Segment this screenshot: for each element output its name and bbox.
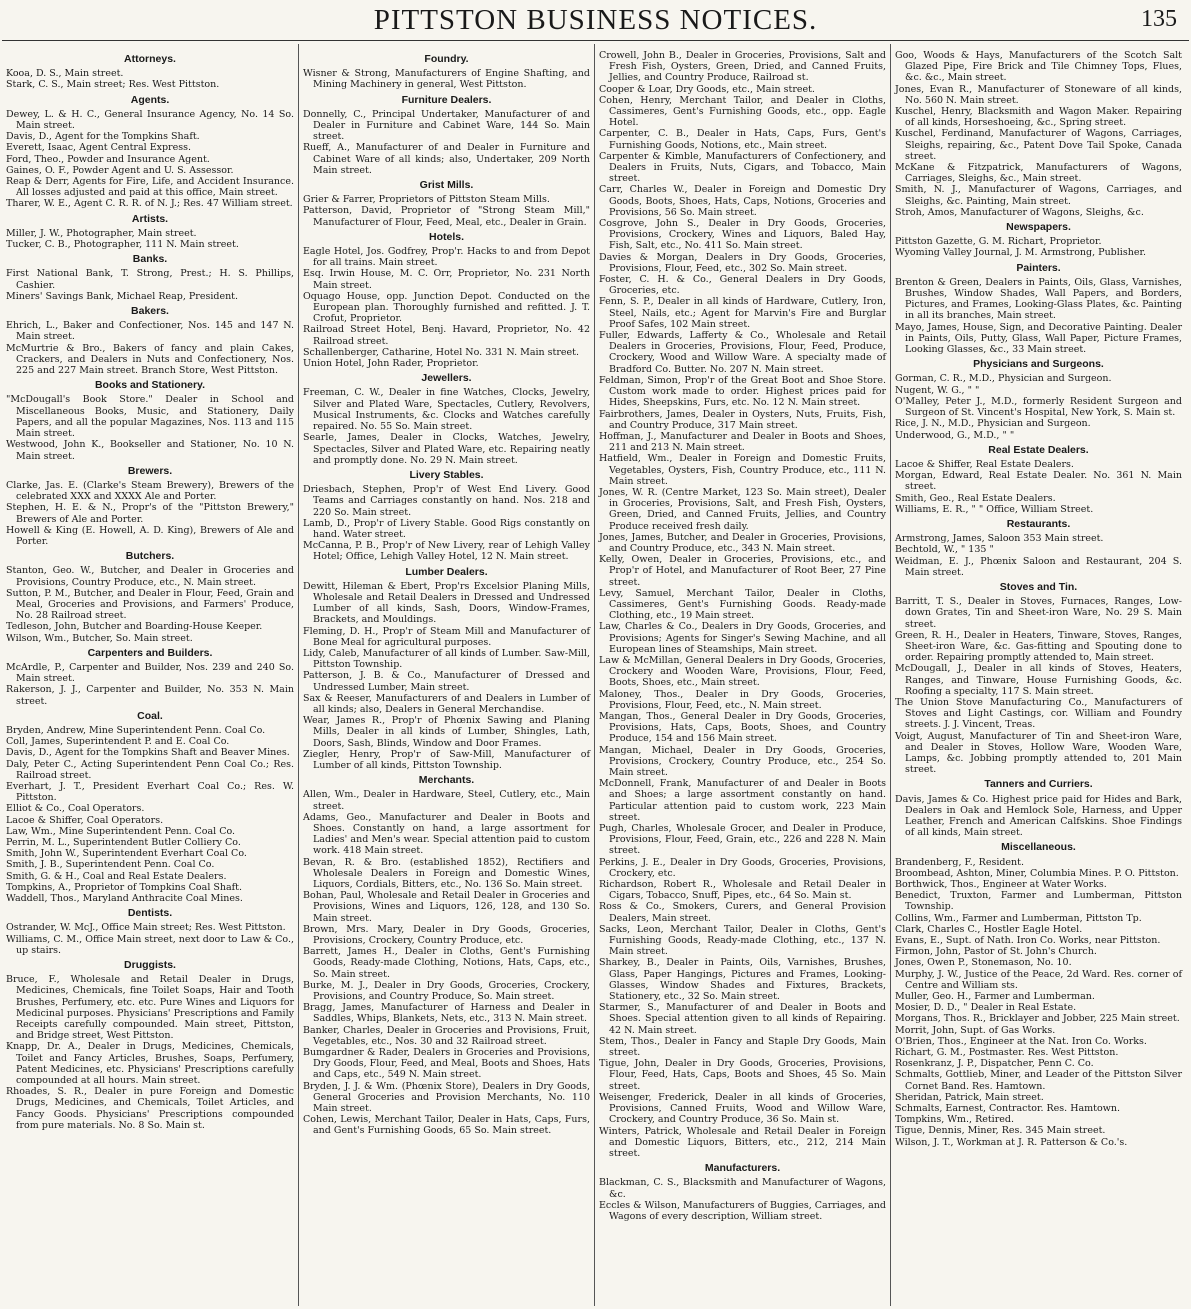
directory-entry: Bryden, Andrew, Mine Superintendent Penn. Coal Co. [6,724,266,736]
directory-entry: Miners' Savings Bank, Michael Reap, President. [6,290,239,302]
directory-entry: Carpenter & Kimble, Manufacturers of Confectionery, and Dealers in Fruits, Nuts, Cigars, and Tobacco, Main street. [599,150,886,185]
directory-entry: Bragg, James, Manufacturer of Harness and Dealer in Saddles, Whips, Blankets, Nets, etc., 313 N. Main street. [303,1002,590,1025]
directory-entry: Ehrich, L., Baker and Confectioner, Nos. 145 and 147 N. Main street. [6,320,294,343]
directory-entry: Brown, Mrs. Mary, Dealer in Dry Goods, Groceries, Provisions, Crockery, Country Produce, etc. [303,923,590,947]
directory-entry: Crowell, John B., Dealer in Groceries, Provisions, Salt and Fresh Fish, Oysters, Green, Dried, and Canned Fruits, Jellies, and Country Produce, Railroad st. [599,50,886,84]
directory-entry: Bumgardner & Rader, Dealers in Groceries and Provisions, Dry Goods, Flour, Feed, and Meal, Boots and Shoes, Hats and Caps, etc., 549 N. Main street. [303,1047,590,1081]
directory-entry: Lidy, Caleb, Manufacturer of all kinds of Lumber. Saw-Mill, Pittston Township. [303,647,590,671]
directory-entry: Perkins, J. E., Dealer in Dry Goods, Groceries, Provisions, Crockery, etc. [599,856,886,879]
directory-entry: Sheridan, Patrick, Main street. [895,1091,1044,1103]
directory-entry: Wilson, Wm., Butcher, So. Main street. [6,632,193,644]
directory-entry: Murphy, J. W., Justice of the Peace, 2d Ward. Res. corner of Centre and William sts. [895,968,1182,991]
section-heading: Restaurants. [1006,517,1071,530]
directory-entry: Dewey, L. & H. C., General Insurance Agency, No. 14 So. Main street. [6,108,294,132]
section-heading: Furniture Dealers. [401,93,492,106]
directory-entry: Dewitt, Hileman & Ebert, Prop'rs Excelsior Planing Mills, Wholesale and Retail Dealers in Dressed and Undressed Lumber of all kinds, Sash, Doors, Window-Frames, Brackets, and Mouldings. [303,580,590,626]
directory-entry: O'Brien, Thos., Engineer at the Nat. Iron Co. Works. [895,1035,1147,1047]
section-heading: Butchers. [125,550,175,563]
directory-entry: Coll, James, Superintendent P. and E. Coal Co. [6,736,230,748]
section-heading: Coal. [137,709,163,722]
section-heading: Books and Stationery. [94,379,206,392]
directory-entry: Hatfield, Wm., Dealer in Foreign and Domestic Fruits, Vegetables, Oysters, Fish, Country Produce, etc., 111 N. Main street. [599,453,886,487]
directory-entry: Sharkey, B., Dealer in Paints, Oils, Varnishes, Brushes, Glass, Paper Hangings, Pictures and Frames, Looking-Glasses, Window Shades and Fixtures, Brackets, Stationery, etc., 32 So. Main street. [599,957,886,1003]
directory-entry: Mosier, D. D., " Dealer in Real Estate. [895,1002,1077,1014]
directory-entry: Ziegler, Henry, Prop'r of Saw-Mill, Manufacturer of Lumber of all kinds, Pittston Township. [303,748,590,771]
directory-entry: Lacoe & Shiffer, Coal Operators. [6,814,164,826]
directory-entry: Schmalts, Earnest, Contractor. Res. Hamtown. [895,1103,1120,1115]
directory-entry: Underwood, G., M.D., " " [895,429,1015,441]
directory-entry: Law, Wm., Mine Superintendent Penn. Coal Co. [6,825,236,837]
directory-entry: Davis, D., Agent for the Tompkins Shaft. [6,131,200,143]
section-heading: Newspapers. [1006,221,1071,234]
directory-entry: Carr, Charles W., Dealer in Foreign and Domestic Dry Goods, Boots, Shoes, Hats, Caps, Notions, Groceries and Provisions, 56 So. Main street. [599,184,886,218]
section-heading: Physicians and Surgeons. [973,358,1104,371]
directory-entry: Feldman, Simon, Prop'r of the Great Boot and Shoe Store. Custom work made to order. Highest prices paid for Hides, Sheepskins, Furs, etc. No. 12 N. Main street. [599,374,886,409]
directory-entry: Davies & Morgan, Dealers in Dry Goods, Groceries, Provisions, Flour, Feed, etc., 302 So. Main street. [599,251,886,274]
directory-entry: McKane & Fitzpatrick, Manufacturers of Wagons, Carriages, Sleighs, &c., Main street. [895,162,1182,185]
column-4 [890,44,1186,1306]
directory-entry: Tharer, W. E., Agent C. R. R. of N. J.; Res. 47 William street. [6,198,293,210]
directory-entry: Driesbach, Stephen, Prop'r of West End Livery. Good Teams and Carriages constantly on hand. Nos. 218 and 220 So. Main street. [303,484,590,518]
directory-entry: Bruce, F., Wholesale and Retail Dealer in Drugs, Medicines, Chemicals, fine Toilet Soaps, Hair and Tooth Brushes, Perfumery, etc. etc. Pure Wines and Liquors for Medicinal purposes. Physicians' Prescriptions and Family Receipts carefully compounded. Main street, Pittston, and Bridge street, West Pittston. [6,974,294,1042]
directory-entry: Oquago House, opp. Junction Depot. Conducted on the European plan. Thoroughly furnished and refitted. J. T. Crofut, Proprietor. [303,290,590,325]
directory-entry: Carpenter, C. B., Dealer in Hats, Caps, Furs, Gent's Furnishing Goods, Notions, etc., Main street. [599,128,886,151]
directory-entry: Williams, C. M., Office Main street, next door to Law & Co., up stairs. [6,933,294,956]
directory-entry: Kuschel, Henry, Blacksmith and Wagon Maker. Repairing of all kinds, Horseshoeing, &c., Spring street. [895,106,1182,129]
directory-entry: Mangan, Michael, Dealer in Dry Goods, Groceries, Provisions, Crockery, Country Produce, etc., 254 So. Main street. [599,744,886,778]
directory-entry: Lamb, D., Prop'r of Livery Stable. Good Rigs constantly on hand. Water street. [303,517,590,540]
directory-entry: Fuller, Edwards, Lafferty & Co., Wholesale and Retail Dealers in Groceries, Provisions, Flour, Feed, Produce, Crockery, Wood and Willow Ware. A specialty made of Bradford Co. Butter. No. 207 N. Main street. [599,330,886,375]
directory-entry: Stem, Thos., Dealer in Fancy and Staple Dry Goods, Main street. [599,1035,886,1059]
directory-entry: Burke, M. J., Dealer in Dry Goods, Groceries, Crockery, Provisions, and Country Produce, So. Main street. [303,979,590,1003]
directory-entry: Wilson, J. T., Workman at J. R. Patterson & Co.'s. [895,1136,1128,1148]
directory-entry: Lacoe & Shiffer, Real Estate Dealers. [895,458,1074,470]
directory-entry: Mangan, Thos., General Dealer in Dry Goods, Groceries, Provisions, Hats, Caps, Boots, Shoes, and Country Produce, 154 and 156 Main street. [599,710,886,745]
directory-entry: Mayo, James, House, Sign, and Decorative Painting. Dealer in Paints, Oils, Putty, Glass, Wall Paper, Picture Frames, Looking Glasses, &c., 33 Main street. [895,321,1182,356]
directory-entry: Broombead, Ashton, Miner, Columbia Mines. P. O. Pittston. [895,867,1179,879]
section-heading: Carpenters and Builders. [87,646,213,659]
directory-entry: Tompkins, Wm., Retired. [895,1114,1014,1126]
directory-entry: Kuschel, Ferdinand, Manufacturer of Wagons, Carriages, Sleighs, repairing, &c., Patent Dove Tail Spoke, Canada street. [895,128,1182,162]
directory-entry: Foster, C. H. & Co., General Dealers in Dry Goods, Groceries, etc. [599,274,886,297]
directory-entry: Richart, G. M., Postmaster. Res. West Pittston. [895,1047,1119,1059]
directory-entry: Daly, Peter C., Acting Superintendent Penn Coal Co.; Res. Railroad street. [6,758,294,781]
directory-entry: Brandenberg, F., Resident. [895,856,1025,868]
directory-entry: Morrit, John, Supt. of Gas Works. [895,1024,1056,1036]
section-heading: Painters. [1016,261,1061,274]
directory-entry: Rosenkranz, J. P., Dispatcher, Penn C. Co. [895,1058,1094,1070]
directory-entry: Jones, James, Butcher, and Dealer in Groceries, Provisions, and Country Produce, etc., 343 N. Main street. [599,531,886,554]
directory-entry: Clark, Charles C., Hostler Eagle Hotel. [895,923,1083,935]
section-heading: Banks. [132,253,168,266]
directory-entry: Patterson, David, Proprietor of "Strong Steam Mill," Manufacturer of Flour, Feed, Meal, etc., Dealer in Grain. [303,205,590,228]
column-3 [594,44,890,1306]
directory-entry: Bechtold, W., " 135 " [895,544,994,556]
directory-entry: Smith, Geo., Real Estate Dealers. [895,492,1056,504]
directory-entry: Brenton & Green, Dealers in Paints, Oils, Glass, Varnishes, Brushes, Window Shades, Wall Papers, and Borders, Pictures, and Frames, Looking-Glass Plates, &c. Painting in all its branches, Main street. [895,276,1182,322]
section-heading: Jewellers. [421,372,472,385]
page-header [0,0,1191,40]
directory-entry: Starmer, S., Manufacturer of and Dealer in Boots and Shoes. Special attention given to all kinds of Repairing. 42 N. Main street. [599,1002,886,1036]
directory-entry: Jones, W. R. (Centre Market, 123 So. Main street), Dealer in Groceries, Provisions, Salt, and Fresh Fish, Oysters, Green, Dried, and Canned Fruits, Jellies, and Country Produce received fresh daily. [599,486,886,532]
directory-entry: Bevan, R. & Bro. (established 1852), Rectifiers and Wholesale Dealers in Foreign and Domestic Wines, Liquors, Cordials, Bitters, etc., No. 136 So. Main street. [303,856,590,891]
section-heading: Hotels. [428,230,464,243]
directory-entry: Maloney, Thos., Dealer in Dry Goods, Groceries, Provisions, Flour, Feed, etc., N. Main street. [599,688,886,711]
directory-entry: Everett, Isaac, Agent Central Express. [6,142,191,154]
directory-entry: Banker, Charles, Dealer in Groceries and Provisions, Fruit, Vegetables, etc., Nos. 30 and 32 Railroad street. [303,1024,590,1047]
directory-entry: Cohen, Henry, Merchant Tailor, and Dealer in Cloths, Cassimeres, Gent's Furnishing Goods, etc., opp. Eagle Hotel. [599,94,886,129]
directory-entry: Waddell, Thos., Maryland Anthracite Coal Mines. [6,893,243,905]
directory-entry: Freeman, C. W., Dealer in fine Watches, Clocks, Jewelry, Silver and Plated Ware, Spectacles, Cutlery, Revolvers, Musical Instruments, &c. Clocks and Watches carefully repaired. No. 55 So. Main street. [303,387,590,433]
directory-entry: McCanna, P. B., Prop'r of New Livery, rear of Lehigh Valley Hotel; Office, Lehigh Valley Hotel, 12 N. Main street. [303,540,590,563]
directory-entry: Levy, Samuel, Merchant Tailor, Dealer in Cloths, Cassimeres, Gent's Furnishing Goods. Ready-made Clothing, etc., 19 Main street. [599,587,886,622]
section-heading: Druggists. [124,959,176,972]
directory-entry: Perrin, M. L., Superintendent Butler Colliery Co. [6,837,241,848]
directory-entry: Howell & King (E. Howell, A. D. King), Brewers of Ale and Porter. [6,524,294,547]
directory-entry: Union Hotel, John Rader, Proprietor. [303,358,479,370]
section-heading: Manufacturers. [704,1162,781,1175]
directory-entry: Rakerson, J. J., Carpenter and Builder, No. 353 N. Main street. [6,684,294,707]
directory-entry: Collins, Wm., Farmer and Lumberman, Pittston Tp. [895,912,1142,924]
directory-entry: Allen, Wm., Dealer in Hardware, Steel, Cutlery, etc., Main street. [303,789,590,812]
directory-entry: Tigue, Dennis, Miner, Res. 345 Main street. [895,1125,1106,1137]
directory-entry: Patterson, J. B. & Co., Manufacturer of Dressed and Undressed Lumber, Main street. [303,670,590,693]
directory-entry: Benedict, Truxton, Farmer and Lumberman, Pittston Township. [895,890,1182,913]
section-heading: Lumber Dealers. [405,565,488,578]
directory-entry: Reap & Derr, Agents for Fire, Life, and Accident Insurance. All losses adjusted and paid at this office, Main street. [6,176,294,199]
directory-entry: Cohen, Lewis, Merchant Tailor, Dealer in Hats, Caps, Furs, and Gent's Furnishing Goods, 65 So. Main street. [303,1114,590,1137]
directory-entry: Weidman, E. J., Phœnix Saloon and Restaurant, 204 S. Main street. [895,555,1182,578]
directory-entry: Law, Charles & Co., Dealers in Dry Goods, Groceries, and Provisions; Agents for Singer's Sewing Machine, and all European lines of Steamships, Main street. [599,621,886,655]
directory-entry: Borthwick, Thos., Engineer at Water Works. [895,879,1107,891]
directory-entry: Evans, E., Supt. of Nath. Iron Co. Works, near Pittston. [895,935,1161,947]
directory-entry: Ostrander, W. McJ., Office Main street; Res. West Pittston. [6,922,286,934]
directory-entry: Voigt, August, Manufacturer of Tin and Sheet-iron Ware, and Dealer in Stoves, Hollow Ware, Wooden Ware, Lamps, &c. Jobbing promptly attended to, 201 Main street. [895,730,1182,776]
directory-entry: Weisenger, Frederick, Dealer in all kinds of Groceries, Provisions, Canned Fruits, Wood and Willow Ware, Crockery, and Country Produce, 36 So. Main st. [599,1091,886,1126]
directory-entry: Blackman, C. S., Blacksmith and Manufacturer of Wagons, &c. [599,1177,886,1200]
section-heading: Grist Mills. [419,179,474,192]
directory-entry: Kooa, D. S., Main street. [6,68,124,80]
directory-entry: McArdle, P., Carpenter and Builder, Nos. 239 and 240 So. Main street. [6,661,294,685]
directory-entry: Stroh, Amos, Manufacturer of Wagons, Sleighs, &c. [895,206,1144,218]
directory-entry: Cosgrove, John S., Dealer in Dry Goods, Groceries, Provisions, Crockery, Wines and Liquors, Baled Hay, Fish, Salt, etc., No. 411 So. Main street. [599,218,886,252]
directory-entry: Bohan, Paul, Wholesale and Retail Dealer in Groceries and Provisions, Wines and Liquors, 126, 128, and 130 So. Main street. [303,890,590,924]
section-heading: Attorneys. [124,53,176,65]
directory-entry: Morgan, Edward, Real Estate Dealer. No. 361 N. Main street. [895,470,1182,493]
section-heading: Real Estate Dealers. [988,443,1089,456]
directory-entry: Fairbrothers, James, Dealer in Oysters, Nuts, Fruits, Fish, and Country Produce, 317 Main street. [599,408,886,431]
section-heading: Dentists. [127,907,173,920]
directory-entry: Rhoades, S. R., Dealer in pure Foreign and Domestic Drugs, Medicines, and Chemicals, Toilet Articles, and Fancy Goods. Physicians' Prescriptions compounded from pure materials. No. 8 So. Main st. [6,1086,294,1131]
directory-entry: Muller, Geo. H., Farmer and Lumberman. [895,991,1095,1003]
directory-entry: Pittston Gazette, G. M. Richart, Proprietor. [895,236,1102,248]
directory-entry: Davis, James & Co. Highest price paid for Hides and Bark, Dealers in Oak and Hemlock Sole, Harness, and Upper Leather, French and American Calfskins. Shoe Findings of all kinds, Main street. [895,793,1182,839]
directory-entry: Schmalts, Gottlieb, Miner, and Leader of the Pittston Silver Cornet Band. Res. Hamtown. [895,1069,1182,1092]
directory-entry: Knapp, Dr. A., Dealer in Drugs, Medicines, Chemicals, Toilet and Fancy Articles, Brushes, Soaps, Perfumery, Patent Medicines, etc. Physicians' Prescriptions carefully compounded at all hours. Main street. [6,1041,294,1087]
section-heading: Merchants. [418,774,475,787]
section-heading: Brewers. [127,464,173,477]
section-heading: Artists. [131,212,169,225]
section-heading: Livery Stables. [409,468,484,481]
directory-entry: Armstrong, James, Saloon 353 Main street. [895,533,1104,545]
directory-entry: Searle, James, Dealer in Clocks, Watches, Jewelry, Spectacles, Silver and Plated Ware, etc. Repairing neatly and promptly done. No. 29 N. Main street. [303,432,590,466]
directory-entry: Elliot & Co., Coal Operators. [6,803,145,815]
column-2 [298,44,594,1306]
directory-entry: Stark, C. S., Main street; Res. West Pittston. [6,79,220,91]
directory-entry: Everhart, J. T., President Everhart Coal Co.; Res. W. Pittston. [6,780,294,804]
directory-entry: Sax & Reeser, Manufacturers of and Dealers in Lumber of all kinds; also, Dealers in General Merchandise. [303,692,590,715]
directory-entry: Jones, Evan R., Manufacturer of Stoneware of all kinds, No. 560 N. Main street. [895,83,1182,106]
directory-entry: Tucker, C. B., Photographer, 111 N. Main street. [6,239,239,251]
directory-entry: Law & McMillan, General Dealers in Dry Goods, Groceries, Crockery and Wooden Ware, Provisions, Flour, Feed, Boots, Shoes, etc., Main street. [599,654,886,689]
directory-entry: Jones, Owen P., Stonemason, No. 10. [895,957,1072,969]
directory-entry: Sutton, P. M., Butcher, and Dealer in Flour, Feed, Grain and Meal, Groceries and Provisions, and Farmers' Produce, No. 28 Railroad street. [6,587,294,622]
directory-entry: Cooper & Loar, Dry Goods, etc., Main street. [599,83,815,95]
directory-entry: Pugh, Charles, Wholesale Grocer, and Dealer in Produce, Provisions, Flour, Feed, Grain, etc., 226 and 228 N. Main street. [599,823,886,857]
section-heading: Foundry. [424,53,469,65]
directory-entry: Tedleson, John, Butcher and Boarding-House Keeper. [6,621,263,633]
directory-entry: Grier & Farrer, Proprietors of Pittston Steam Mills. [303,194,550,206]
directory-entry: Winters, Patrick, Wholesale and Retail Dealer in Foreign and Domestic Liquors, Bitters, etc., 212, 214 Main street. [599,1125,886,1159]
section-heading: Bakers. [131,305,169,318]
directory-entry: Westwood, John K., Bookseller and Stationer, No. 10 N. Main street. [6,439,294,462]
directory-entry: Morgans, Thos. R., Bricklayer and Jobber, 225 Main street. [895,1013,1180,1025]
directory-entry: McDougall, J., Dealer in all kinds of Stoves, Heaters, Ranges, and Tinware, House Furnishing Goods, &c. Roofing a specialty, 117 S. Main street. [895,663,1182,697]
page-number: 135 [1141,6,1177,32]
directory-entry: Ford, Theo., Powder and Insurance Agent. [6,153,210,165]
directory-entry: Sacks, Leon, Merchant Tailor, Dealer in Cloths, Gent's Furnishing Goods, Ready-made Clothing, etc., 137 N. Main street. [599,923,886,958]
directory-entry: Esq. Irwin House, M. C. Orr, Proprietor, No. 231 North Main street. [303,268,590,291]
directory-entry: Stanton, Geo. W., Butcher, and Dealer in Groceries and Provisions, Country Produce, etc., N. Main street. [6,565,294,588]
directory-entry: Richardson, Robert R., Wholesale and Retail Dealer in Cigars, Tobacco, Snuff, Pipes, etc., 64 So. Main st. [599,879,886,902]
directory-entry: Fenn, S. P., Dealer in all kinds of Hardware, Cutlery, Iron, Steel, Nails, etc.; Agent for Marvin's Fire and Burglar Proof Safes, 102 Main street. [599,296,886,330]
directory-entry: Davis, D., Agent for the Tompkins Shaft and Beaver Mines. [6,747,290,759]
directory-entry: Hoffman, J., Manufacturer and Dealer in Boots and Shoes, 211 and 213 N. Main street. [599,430,886,454]
directory-entry: Firmon, John, Pastor of St. John's Church. [895,946,1097,958]
directory-entry: Bryden, J. J. & Wm. (Phœnix Store), Dealers in Dry Goods, General Groceries and Provision Merchants, No. 110 Main street. [303,1080,590,1115]
column-1 [2,44,298,1306]
page-title: PITTSTON BUSINESS NOTICES. [373,4,818,36]
directory-entry: Adams, Geo., Manufacturer and Dealer in Boots and Shoes. Constantly on hand, a large assortment for Ladies' and Men's wear. Special attention paid to custom work. 418 Main street. [303,811,590,857]
directory-entry: Schallenberger, Catharine, Hotel No. 331 N. Main street. [303,346,579,358]
directory-entry: Miller, J. W., Photographer, Main street. [6,227,197,239]
directory-entry: Williams, E. R., " " Office, William Street. [895,503,1094,515]
directory-entry: Eccles & Wilson, Manufacturers of Buggies, Carriages, and Wagons of every description, William street. [599,1199,886,1222]
directory-entry: Smith, N. J., Manufacturer of Wagons, Carriages, and Sleighs, &c. Painting, Main street. [895,184,1182,207]
directory-entry: Gorman, C. R., M.D., Physician and Surgeon. [895,373,1112,385]
directory-entry: Railroad Street Hotel, Benj. Havard, Proprietor, No. 42 Railroad street. [303,324,590,347]
directory-entry: Goo, Woods & Hays, Manufacturers of the Scotch Salt Glazed Pipe, Fire Brick and Tile Chimney Tops, Flues, &c. &c., Main street. [895,50,1182,84]
directory-entry: Tompkins, A., Proprietor of Tompkins Coal Shaft. [6,881,243,893]
directory-entry: "McDougall's Book Store." Dealer in School and Miscellaneous Books, Music, and Stationery, Daily Papers, and all the popular Magazines, Nos. 113 and 115 Main street. [6,394,294,440]
directory-entry: Smith, John W., Superintendent Everhart Coal Co. [6,848,247,860]
directory-entry: Donnelly, C., Principal Undertaker, Manufacturer of and Dealer in Furniture and Cabinet Ware, 144 So. Main street. [303,108,590,143]
section-heading: Miscellaneous. [1001,841,1076,854]
column-container [2,44,1189,1306]
directory-entry: Wear, James R., Prop'r of Phœnix Sawing and Planing Mills, Dealer in all kinds of Lumber, Shingles, Lath, Doors, Sash, Blinds, Window and Door Frames. [303,715,590,749]
header-rule [2,40,1189,41]
directory-entry: Wyoming Valley Journal, J. M. Armstrong, Publisher. [895,247,1146,259]
directory-entry: The Union Stove Manufacturing Co., Manufacturers of Stoves and Light Castings, cor. William and Foundry streets. J. J. Vincent, Treas. [895,696,1182,731]
directory-entry: McDonnell, Frank, Manufacturer of and Dealer in Boots and Shoes; a large assortment constantly on hand. Particular attention paid to custom work, 223 Main street. [599,778,886,823]
directory-entry: Clarke, Jas. E. (Clarke's Steam Brewery), Brewers of the celebrated XXX and XXXX Ale and Porter. [6,479,294,503]
directory-entry: Kelly, Owen, Dealer in Groceries, Provisions, etc., and Prop'r of Hotel, and Manufacturer of Root Beer, 27 Pine street. [599,554,886,588]
directory-entry: Barritt, T. S., Dealer in Stoves, Furnaces, Ranges, Low-down Grates, Tin and Sheet-iron Ware, No. 29 S. Main street. [895,596,1182,630]
directory-entry: First National Bank, T. Strong, Prest.; H. S. Phillips, Cashier. [6,268,294,291]
section-heading: Stoves and Tin. [999,580,1078,593]
directory-entry: Eagle Hotel, Jos. Godfrey, Prop'r. Hacks to and from Depot for all trains. Main street. [303,246,590,269]
directory-entry: Green, R. H., Dealer in Heaters, Tinware, Stoves, Ranges, Sheet-iron Ware, &c. Gas-fitting and Spouting done to order. Repairing promptly attended to, Main street. [895,629,1182,664]
directory-entry: Gaines, O. F., Powder Agent and U. S. Assessor. [6,164,234,176]
directory-entry: O'Malley, Peter J., M.D., formerly Resident Surgeon and Surgeon of St. Vincent's Hospital, New York, S. Main st. [895,395,1182,419]
directory-entry: Wisner & Strong, Manufacturers of Engine Shafting, and Mining Machinery in general, West Pittston. [303,68,590,91]
directory-entry: Ross & Co., Smokers, Curers, and General Provision Dealers, Main street. [599,901,886,924]
directory-entry: Smith, J. B., Superintendent Penn. Coal Co. [6,859,215,871]
section-heading: Tanners and Curriers. [984,778,1093,791]
directory-entry: Rice, J. N., M.D., Physician and Surgeon. [895,418,1091,430]
directory-entry: Fleming, D. H., Prop'r of Steam Mill and Manufacturer of Bone Meal for agricultural purposes. [303,625,590,648]
directory-entry: Stephen, H. E. & N., Propr's of the "Pittston Brewery," Brewers of Ale and Porter. [6,502,294,525]
directory-entry: Tigue, John, Dealer in Dry Goods, Groceries, Provisions, Flour, Feed, Hats, Caps, Boots and Shoes, 45 So. Main street. [599,1058,886,1092]
directory-entry: Nugent, W. G., " " [895,384,980,396]
section-heading: Agents. [130,93,170,106]
directory-entry: Smith, G. & H., Coal and Real Estate Dealers. [6,870,227,882]
directory-entry: Barrett, James H., Dealer in Cloths, Gent's Furnishing Goods, Ready-made Clothing, Notions, Hats, Caps, etc., So. Main street. [303,946,590,980]
directory-entry: McMurtrie & Bro., Bakers of fancy and plain Cakes, Crackers, and Dealers in Nuts and Confectionery, Nos. 225 and 227 Main street. Branch Store, West Pittston. [6,342,294,377]
directory-entry: Rueff, A., Manufacturer of and Dealer in Furniture and Cabinet Ware of all kinds; also, Undertaker, 209 North Main street. [303,142,590,176]
